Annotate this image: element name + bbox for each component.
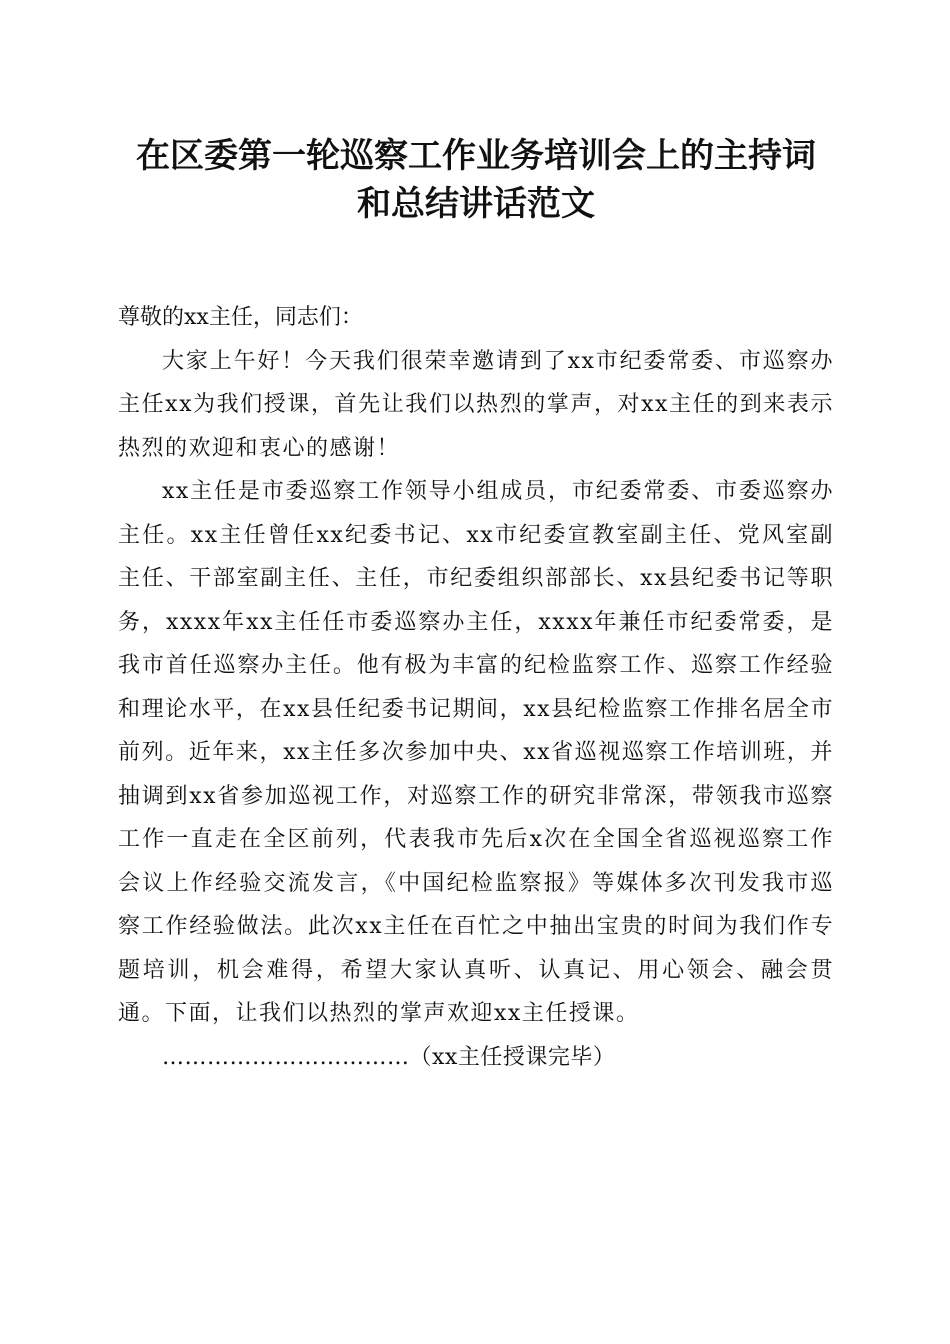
title-line-1: 在区委第一轮巡察工作业务培训会上的主持词 bbox=[136, 136, 816, 176]
paragraph-greeting: 大家上午好！今天我们很荣幸邀请到了xx市纪委常委、市巡察办主任xx为我们授课，首先让我们以热烈的掌声，对xx主任的到来表示热烈的欢迎和衷心的感谢！ bbox=[118, 348, 834, 461]
document-page bbox=[118, 132, 834, 1079]
paragraph-introduction: xx主任是市委巡察工作领导小组成员，市纪委常委、市委巡察办主任。xx主任曾任xx纪委书记、xx市纪委宣教室副主任、党风室副主任、干部室副主任、主任，市纪委组织部部长、xx县纪委书记等职务，xxxx年xx主任任市委巡察办主任，xxxx年兼任市纪委常委，是我市首任巡察办主任。他有极为丰富的纪检监察工作、巡察工作经验和理论水平，在xx县任纪委书记期间，xx县纪检监察工作排名居全市前列。近年来，xx主任多次参加中央、xx省巡视巡察工作培训班，并抽调到xx省参加巡视工作，对巡察工作的研究非常深，带领我市巡察工作一直走在全区前列，代表我市先后x次在全国全省巡视巡察工作会议上作经验交流发言，《中国纪检监察报》等媒体多次刊发我市巡察工作经验做法。此次xx主任在百忙之中抽出宝贵的时间为我们作专题培训，机会难得，希望大家认真听、认真记、用心领会、融会贯通。下面，让我们以热烈的掌声欢迎xx主任授课。 bbox=[118, 479, 834, 1026]
title-line-2: 和总结讲话范文 bbox=[357, 184, 595, 224]
document-body bbox=[118, 296, 834, 1079]
document-title bbox=[118, 132, 834, 228]
closing-note: ……………………………（xx主任授课完毕） bbox=[162, 1044, 616, 1070]
salutation: 尊敬的xx主任，同志们： bbox=[118, 305, 363, 330]
